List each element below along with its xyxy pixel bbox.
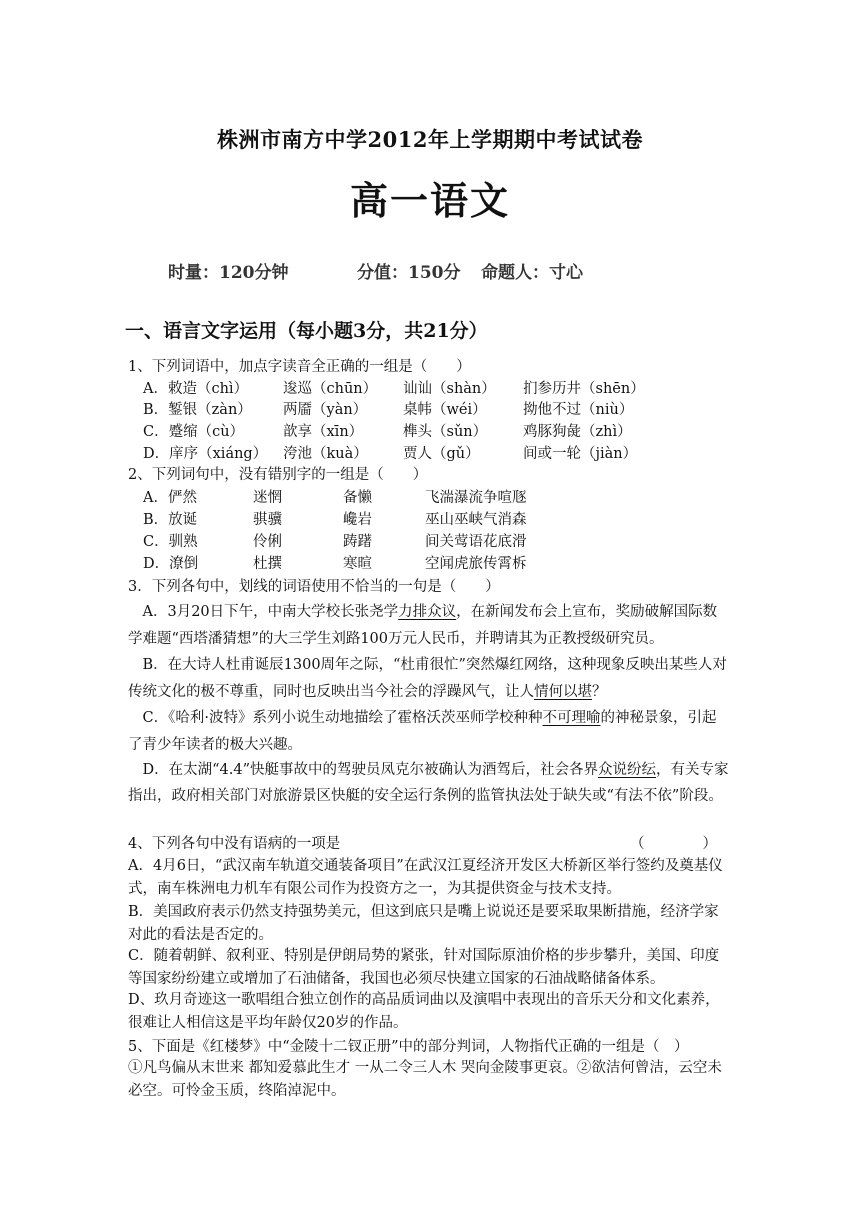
subject-title: 高一语文	[349, 178, 510, 223]
q4-option-b: B．美国政府表示仍然支持强势美元，但这到底只是嘴上说说还是要采取果断措施，经济学家对此的看法是否定的。	[128, 904, 719, 943]
q1-c-1: C．蹙缩（cù）	[143, 424, 245, 440]
q3-d-post: ，有关专家指出，政府相关部门对旅游景区快艇的安全运行条例的监管执法处于缺失或“有法不依”阶段。	[128, 762, 729, 804]
q2-d-2: 杜撰	[253, 556, 282, 572]
q1-d-2: 洿池（kuà）	[283, 446, 368, 462]
q3-b-underlined: 情何以堪	[534, 684, 592, 700]
q3-c-post: 的神秘景象，引起了青少年读者的极大兴趣。	[128, 710, 717, 753]
q1-d-3: 贾人（gǔ）	[403, 446, 480, 462]
q3-a-post: ，在新闻发布会上宣布，奖励破解国际数学难题“西塔潘猜想”的大三学生刘路100万元人民币，并聘请其为正教授级研究员。	[128, 604, 718, 647]
q4-paren: （ ）	[630, 836, 717, 852]
q1-c-3: 榫头（sǔn）	[403, 424, 488, 440]
q1-a-1: A．敕造（chì）	[143, 381, 249, 397]
q3-b-pre: B．在大诗人杜甫诞辰1300周年之际，“杜甫很忙”突然爆红网络，这种现象反映出某些人对传统文化的极不尊重，同时也反映出当今社会的浮躁风气，让人	[128, 657, 727, 700]
q2-d-3: 寒暄	[343, 556, 372, 572]
q2-c-4: 间关莺语花底滑	[425, 534, 527, 550]
section-title: 一、语言文字运用（每小题3分，共21分）	[125, 320, 488, 342]
q2-a-4: 飞湍瀑流争喧豗	[425, 490, 527, 506]
q4-option-a: A．4月6日，“武汉南车轨道交通装备项目”在武汉江夏经济开发区大桥新区举行签约及奠基仪式，南车株洲电力机车有限公司作为投资方之一，为其提供资金与技术支持。	[128, 858, 723, 897]
q2-b-4: 巫山巫峡气消森	[425, 512, 527, 528]
q1-a-3: 讪讪（shàn）	[403, 381, 496, 397]
q3-option-a	[128, 599, 730, 653]
q2-d-4: 空闻虎旅传霄柝	[425, 556, 527, 572]
q1-d-1: D．庠序（xiáng）	[143, 446, 268, 462]
exam-author: 命题人：寸心	[481, 263, 583, 283]
q3-c-underlined: 不可理喻	[542, 710, 601, 726]
q4-stem: 4、下列各句中没有语病的一项是	[128, 836, 341, 852]
q2-a-2: 迷惘	[253, 490, 282, 506]
q1-b-4: 拗他不过（niù）	[523, 402, 634, 418]
q5-stem: 5、下面是《红楼梦》中“金陵十二钗正册”中的部分判词，人物指代正确的一组是（ ）	[128, 1039, 689, 1055]
q3-a-underlined: 力排众议	[398, 604, 457, 620]
q2-b-1: B．放诞	[143, 512, 198, 528]
q2-stem: 2、下列词句中，没有错别字的一组是（ ）	[128, 467, 428, 483]
q4-option-c: C．随着朝鲜、叙利亚、特别是伊朗局势的紧张，针对国际原油价格的步步攀升，美国、印度等国家纷纷建立或增加了石油储备，我国也必须尽快建立国家的石油战略储备体系。	[128, 948, 720, 987]
q3-d-underlined: 众说纷纭	[598, 762, 657, 778]
q1-c-4: 鸡豚狗彘（zhì）	[523, 424, 632, 440]
exam-score: 分值：150分	[357, 263, 461, 283]
q1-a-2: 逡巡（chūn）	[283, 381, 378, 397]
q2-b-3: 巉岩	[343, 512, 372, 528]
q5-body: ①凡鸟偏从末世来 都知爱慕此生才 一从二令三人木 哭向金陵事更哀。②欲洁何曾洁，云空未必空。可怜金玉质，终陷淖泥中。	[128, 1060, 722, 1099]
q1-stem: 1、下列词语中，加点字读音全正确的一组是（ ）	[128, 359, 471, 375]
q1-c-2: 歆享（xīn）	[283, 424, 364, 440]
q3-option-d	[128, 757, 730, 809]
q3-d-pre: D．在太湖“4.4”快艇事故中的驾驶员凤克尔被确认为酒驾后，社会各界	[128, 762, 599, 778]
q1-a-4: 扪参历井（shēn）	[523, 381, 645, 397]
q3-c-pre: C．《哈利·波特》系列小说生动地描绘了霍格沃茨巫师学校种种	[128, 710, 543, 726]
school-title: 株洲市南方中学2012年上学期期中考试试卷	[217, 127, 643, 152]
q1-d-4: 间或一轮（jiàn）	[523, 446, 638, 462]
q1-b-2: 两靥（yàn）	[283, 402, 368, 418]
q1-b-1: B．錾银（zàn）	[143, 402, 252, 418]
q2-d-1: D．潦倒	[143, 556, 199, 572]
q2-c-2: 伶俐	[253, 534, 282, 550]
q3-option-c	[128, 705, 730, 759]
exam-time: 时量：120分钟	[168, 263, 289, 283]
q2-b-2: 骐骥	[253, 512, 282, 528]
q2-a-3: 备懒	[343, 490, 372, 506]
q3-a-pre: A．3月20日下午，中南大学校长张尧学	[128, 604, 399, 620]
q1-b-3: 桌帏（wéi）	[403, 402, 487, 418]
q3-stem: 3．下列各句中，划线的词语使用不恰当的一句是（ ）	[128, 579, 500, 595]
q2-c-3: 踌躇	[343, 534, 372, 550]
q3-option-b	[128, 652, 730, 706]
q2-a-1: A．俨然	[143, 490, 197, 506]
q3-b-post: ？	[592, 684, 607, 700]
q2-c-1: C．驯熟	[143, 534, 198, 550]
q4-option-d: D、玖月奇迹这一歌唱组合独立创作的高品质词曲以及演唱中表现出的音乐天分和文化素养，很难让人相信这是平均年龄仅20岁的作品。	[128, 992, 720, 1031]
exam-meta	[168, 258, 295, 283]
